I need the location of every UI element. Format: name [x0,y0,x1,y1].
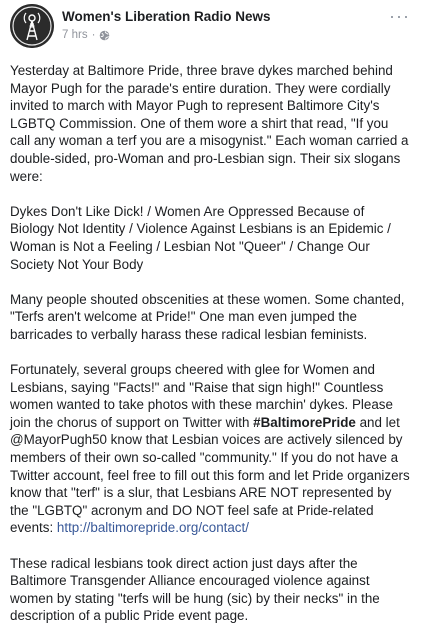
post-paragraph-1: Yesterday at Baltimore Pride, three brave dykes marched behind Mayor Pugh for the parade's entire duration. They were cordially invited to march with Mayor Pugh to represent Baltimore City's LGBTQ Commission. One of them wore a shirt that read, "If you call any woman a terf you are a misogynist." Each woman carried a double-sided, pro-Woman and pro-Lesbian sign. Their six slogans were: [10,63,409,184]
post-paragraph-2: Dykes Don't Like Dick! / Women Are Oppressed Because of Biology Not Identity / Violence Against Lesbians is an Epidemic / Woman is Not a Feeling / Lesbian Not "Queer" / Change Our Society Not Your Body [10,203,391,272]
paragraph-4-text-b: and let @MayorPugh50 know that Lesbian voices are actively silenced by members of their own so-called "community." If you do not have a Twitter account, feel free to fill out this form and let Pride organizers know that "terf" is a slur, that Lesbians ARE NOT represented by the "LGBTQ" acronym and DO NOT feel safe at Pride-related events: [10,414,410,536]
page-name-link[interactable]: Women's Liberation Radio News [62,9,271,24]
post-paragraph-3: Many people shouted obscenities at these women. Some chanted, "Terfs aren't welcome at Pride!" One man even jumped the barricades to verbally harass these radical lesbian feminists. [10,291,405,342]
hashtag-link[interactable]: #BaltimorePride [253,414,356,430]
page-avatar[interactable] [10,4,54,48]
globe-icon[interactable] [99,30,110,41]
post-paragraph-5: These radical lesbians took direct action just days after the Baltimore Transgender Alliance encouraged violence against women by stating "terfs will be hung (sic) by their necks" in the description of a public Pride event page. [10,555,380,624]
more-options-icon[interactable]: ··· [389,6,410,26]
radio-tower-logo [10,4,54,48]
meta-separator: · [91,29,96,41]
paragraph-4-text-a: Fortunately, several groups cheered with glee for Women and Lesbians, saying "Facts!" and "Raise that sign high!" Countless women wanted to take photos with these marchin' dykes. Please join the chorus of support on Twitter with [10,362,393,430]
contact-link[interactable]: http://baltimorepride.org/contact/ [56,520,249,536]
post-paragraph-4 [10,361,410,537]
post-header [10,4,414,48]
post-body [10,62,410,643]
post-timestamp[interactable]: 7 hrs [62,29,88,41]
post-meta [62,29,110,41]
